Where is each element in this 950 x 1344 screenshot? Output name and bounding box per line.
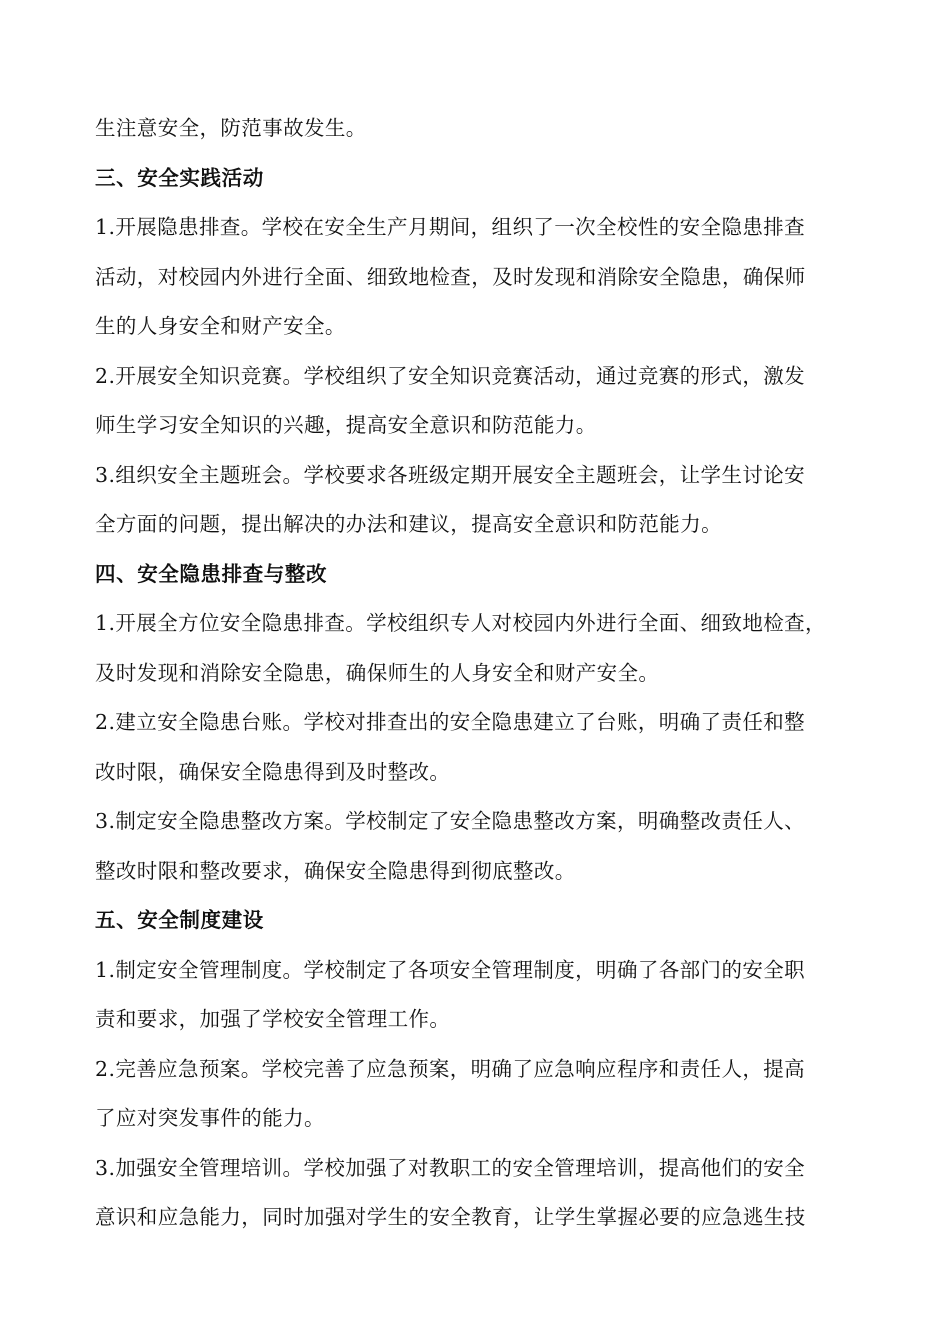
paragraph-line: 2.建立安全隐患台账。学校对排查出的安全隐患建立了台账，明确了责任和整 bbox=[95, 710, 806, 734]
paragraph-line: 2.完善应急预案。学校完善了应急预案，明确了应急响应程序和责任人，提高 bbox=[95, 1056, 806, 1081]
paragraph-line: 师生学习安全知识的兴趣，提高安全意识和防范能力。 bbox=[95, 413, 597, 437]
paragraph-line: 1.开展隐患排查。学校在安全生产月期间，组织了一次全校性的安全隐患排查 bbox=[95, 215, 806, 239]
section-heading-3: 三、安全实践活动 bbox=[95, 165, 264, 190]
paragraph-line: 生注意安全，防范事故发生。 bbox=[95, 116, 367, 140]
paragraph-line: 3.加强安全管理培训。学校加强了对教职工的安全管理培训，提高他们的安全 bbox=[95, 1155, 806, 1180]
section-heading-5: 五、安全制度建设 bbox=[95, 908, 264, 932]
paragraph-line: 责和要求，加强了学校安全管理工作。 bbox=[95, 1007, 451, 1031]
paragraph-line: 了应对突发事件的能力。 bbox=[95, 1106, 325, 1130]
paragraph-line: 意识和应急能力，同时加强对学生的安全教育，让学生掌握必要的应急逃生技 bbox=[95, 1205, 806, 1229]
paragraph-line: 生的人身安全和财产安全。 bbox=[95, 314, 346, 338]
paragraph-line: 及时发现和消除安全隐患，确保师生的人身安全和财产安全。 bbox=[95, 660, 660, 685]
paragraph-line: 改时限，确保安全隐患得到及时整改。 bbox=[95, 759, 451, 784]
paragraph-line: 整改时限和整改要求，确保安全隐患得到彻底整改。 bbox=[95, 858, 576, 883]
section-heading-4: 四、安全隐患排查与整改 bbox=[95, 561, 328, 586]
paragraph-line: 全方面的问题，提出解决的办法和建议，提高安全意识和防范能力。 bbox=[95, 512, 722, 536]
document-body bbox=[95, 104, 865, 1243]
paragraph-line: 3.制定安全隐患整改方案。学校制定了安全隐患整改方案，明确整改责任人、 bbox=[95, 809, 806, 833]
paragraph-line: 3.组织安全主题班会。学校要求各班级定期开展安全主题班会，让学生讨论安 bbox=[95, 462, 806, 487]
paragraph-line: 1.开展全方位安全隐患排查。学校组织专人对校园内外进行全面、细致地检查， bbox=[95, 611, 826, 635]
paragraph-line: 1.制定安全管理制度。学校制定了各项安全管理制度，明确了各部门的安全职 bbox=[95, 957, 806, 982]
paragraph-line: 活动，对校园内外进行全面、细致地检查，及时发现和消除安全隐患，确保师 bbox=[95, 264, 806, 289]
paragraph-line: 2.开展安全知识竞赛。学校组织了安全知识竞赛活动，通过竞赛的形式，激发 bbox=[95, 363, 806, 388]
